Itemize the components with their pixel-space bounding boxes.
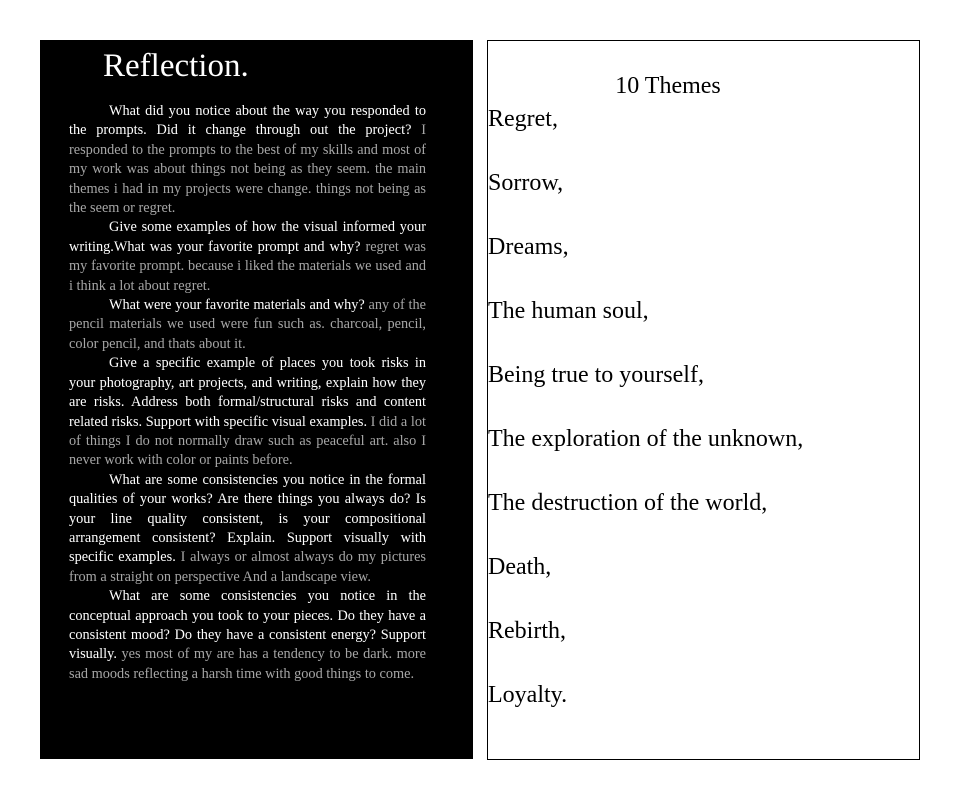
theme-item: Loyalty. [488,682,568,708]
reflection-answer: I always or almost always do my pictures from a straight on perspective And a landscape view. [69,549,427,585]
themes-title: 10 Themes [615,73,721,99]
reflection-question: What are some consistencies you notice in the conceptual approach you took to your pieces. Do they have a consistent mood? Do they have a consistent energy? Support visually. [69,588,426,663]
reflection-question: Give a specific example of places you took risks in your photography, art projects, and writing, explain how they are risks. Address both formal/structural risks and content related risks. Support with specific visual examples. [69,355,426,430]
reflection-item [69,587,426,684]
theme-item: Being true to yourself, [488,362,704,388]
theme-item: Rebirth, [488,618,566,644]
reflection-answer: I responded to the prompts to the best of my skills and most of my work was about things not being as they seem. the main themes i had in my projects were change. things not being as the seem or regret. [69,122,427,217]
reflection-item [69,471,426,587]
reflection-qa-list [69,102,426,684]
reflection-item [69,354,426,470]
reflection-page [40,40,473,759]
reflection-item [69,296,426,354]
theme-item: The destruction of the world, [488,490,768,516]
reflection-item [69,102,426,218]
theme-item: The human soul, [488,298,649,324]
themes-list [488,103,803,743]
theme-item: Dreams, [488,234,569,260]
reflection-answer: I did a lot of things I do not normally draw such as peaceful art. also I never work with color or paints before. [69,413,426,469]
reflection-question: What are some consistencies you notice in the formal qualities of your works? Are there things you always do? Is your line quality consistent, is your compositional arrangement consistent? Explain. Support visually with specific examples. [69,471,426,566]
reflection-question: What did you notice about the way you responded to the prompts. Did it change through out the project? [69,103,426,139]
reflection-question: What were your favorite materials and why? [109,297,365,314]
reflection-title: Reflection. [103,48,249,84]
theme-item: Sorrow, [488,170,564,196]
theme-item: Regret, [488,106,558,132]
reflection-question: Give some examples of how the visual informed your writing.What was your favorite prompt and why? [69,219,426,255]
reflection-answer: any of the pencil materials we used were fun such as. charcoal, pencil, color pencil, and thats about it. [69,297,426,352]
theme-item: The exploration of the unknown, [488,426,804,452]
reflection-answer: regret was my favorite prompt. because i liked the materials we used and i think a lot about regret. [69,238,426,294]
theme-item: Death, [488,554,552,580]
themes-page [487,40,920,760]
reflection-item [69,218,426,296]
reflection-answer: yes most of my are has a tendency to be dark. more sad moods reflecting a harsh time with good things to come. [69,646,426,682]
